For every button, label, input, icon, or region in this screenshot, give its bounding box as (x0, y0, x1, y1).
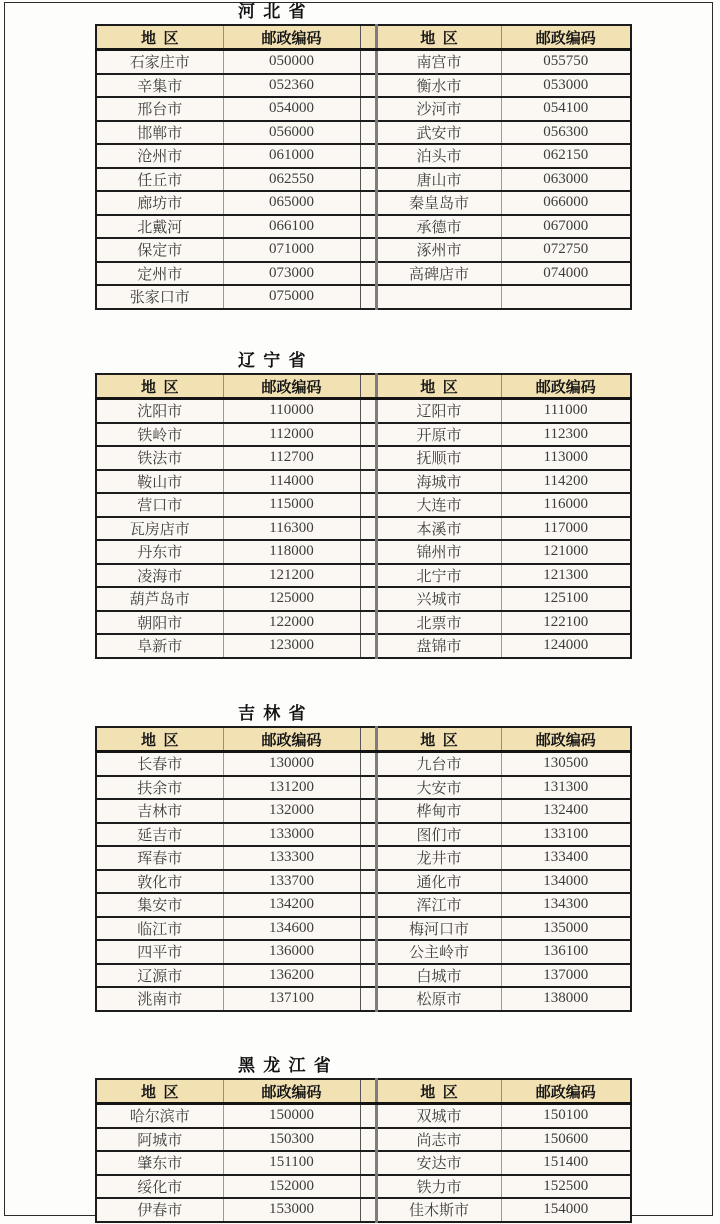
spacer-cell (360, 493, 376, 517)
spacer-cell (360, 893, 376, 917)
spacer-cell (360, 262, 376, 286)
spacer-cell (360, 587, 376, 611)
city-cell: 阜新市 (96, 634, 223, 658)
postal-code-cell: 056300 (501, 121, 631, 145)
postal-code-cell: 062550 (223, 168, 360, 192)
postal-code-table (95, 24, 632, 310)
spacer-cell (360, 517, 376, 541)
postal-code-cell: 131200 (223, 776, 360, 800)
city-cell: 邢台市 (96, 97, 223, 121)
city-cell: 锦州市 (376, 540, 501, 564)
postal-code-cell: 117000 (501, 517, 631, 541)
postal-code-cell: 138000 (501, 987, 631, 1011)
postal-code-cell: 134300 (501, 893, 631, 917)
table-row (96, 587, 631, 611)
city-cell: 廊坊市 (96, 191, 223, 215)
table-row (96, 987, 631, 1011)
table-row (96, 1151, 631, 1175)
city-cell: 铁岭市 (96, 423, 223, 447)
region-header: 地 区 (96, 1079, 223, 1104)
spacer-cell (360, 611, 376, 635)
spacer-cell (360, 470, 376, 494)
city-cell: 北宁市 (376, 564, 501, 588)
spacer-header (360, 25, 376, 50)
city-cell: 任丘市 (96, 168, 223, 192)
city-cell: 沙河市 (376, 97, 501, 121)
city-cell: 四平市 (96, 940, 223, 964)
table-row (96, 144, 631, 168)
table-row (96, 964, 631, 988)
spacer-cell (360, 144, 376, 168)
spacer-cell (360, 1151, 376, 1175)
postal-code-cell: 134600 (223, 917, 360, 941)
postal-code-cell: 150000 (223, 1104, 360, 1128)
table-row (96, 1175, 631, 1199)
postal-code-cell: 151100 (223, 1151, 360, 1175)
city-cell: 大连市 (376, 493, 501, 517)
province-section-jilin (95, 704, 630, 1012)
postal-code-cell (501, 285, 631, 309)
city-cell: 阿城市 (96, 1128, 223, 1152)
city-cell: 公主岭市 (376, 940, 501, 964)
table-row (96, 752, 631, 776)
spacer-cell (360, 846, 376, 870)
spacer-header (360, 374, 376, 399)
postal-code-cell: 133700 (223, 870, 360, 894)
city-cell: 大安市 (376, 776, 501, 800)
postal-code-cell: 153000 (223, 1198, 360, 1222)
header-row (96, 1079, 631, 1104)
city-cell: 瓦房店市 (96, 517, 223, 541)
city-cell: 石家庄市 (96, 50, 223, 74)
postal-code-cell: 132400 (501, 799, 631, 823)
postal-code-cell: 115000 (223, 493, 360, 517)
province-section-hebei (95, 2, 630, 310)
region-header: 地 区 (96, 727, 223, 752)
city-cell: 双城市 (376, 1104, 501, 1128)
spacer-cell (360, 1198, 376, 1222)
province-title: 河 北 省 (238, 2, 308, 21)
city-cell: 丹东市 (96, 540, 223, 564)
table-row (96, 799, 631, 823)
city-cell: 武安市 (376, 121, 501, 145)
city-cell: 海城市 (376, 470, 501, 494)
postal-code-cell: 063000 (501, 168, 631, 192)
table-row (96, 540, 631, 564)
postal-code-table (95, 1078, 632, 1223)
spacer-header (360, 727, 376, 752)
table-row (96, 1128, 631, 1152)
spacer-cell (360, 987, 376, 1011)
city-cell: 沧州市 (96, 144, 223, 168)
header-row (96, 374, 631, 399)
table-row (96, 238, 631, 262)
postal-code-cell: 112300 (501, 423, 631, 447)
city-cell: 辽源市 (96, 964, 223, 988)
spacer-cell (360, 1175, 376, 1199)
postal-code-header: 邮政编码 (223, 25, 360, 50)
region-header: 地 区 (376, 25, 501, 50)
postal-code-cell: 123000 (223, 634, 360, 658)
postal-code-cell: 133100 (501, 823, 631, 847)
spacer-cell (360, 168, 376, 192)
postal-code-cell: 150600 (501, 1128, 631, 1152)
spacer-cell (360, 1104, 376, 1128)
province-title: 辽 宁 省 (238, 351, 308, 370)
postal-code-cell: 125100 (501, 587, 631, 611)
city-cell: 唐山市 (376, 168, 501, 192)
header-row (96, 727, 631, 752)
table-row (96, 74, 631, 98)
postal-code-cell: 122100 (501, 611, 631, 635)
postal-code-cell: 050000 (223, 50, 360, 74)
postal-code-cell: 136200 (223, 964, 360, 988)
postal-code-cell: 054000 (223, 97, 360, 121)
region-header: 地 区 (376, 374, 501, 399)
city-cell: 沈阳市 (96, 399, 223, 423)
city-cell: 北戴河 (96, 215, 223, 239)
postal-code-table (95, 373, 632, 659)
spacer-cell (360, 917, 376, 941)
postal-code-cell: 112700 (223, 446, 360, 470)
postal-code-header: 邮政编码 (501, 1079, 631, 1104)
postal-code-cell: 125000 (223, 587, 360, 611)
city-cell: 葫芦岛市 (96, 587, 223, 611)
province-section-liaoning (95, 351, 630, 659)
postal-code-cell: 056000 (223, 121, 360, 145)
table-row (96, 191, 631, 215)
city-cell: 浑江市 (376, 893, 501, 917)
spacer-header (360, 1079, 376, 1104)
city-cell: 邯郸市 (96, 121, 223, 145)
postal-code-cell: 067000 (501, 215, 631, 239)
postal-code-cell: 137000 (501, 964, 631, 988)
postal-code-header: 邮政编码 (501, 727, 631, 752)
table-row (96, 215, 631, 239)
city-cell: 泊头市 (376, 144, 501, 168)
spacer-cell (360, 446, 376, 470)
city-cell: 兴城市 (376, 587, 501, 611)
spacer-cell (360, 823, 376, 847)
postal-code-cell: 053000 (501, 74, 631, 98)
city-cell: 伊春市 (96, 1198, 223, 1222)
spacer-cell (360, 121, 376, 145)
spacer-cell (360, 423, 376, 447)
spacer-cell (360, 964, 376, 988)
postal-code-cell: 122000 (223, 611, 360, 635)
postal-code-cell: 131300 (501, 776, 631, 800)
postal-code-cell: 136000 (223, 940, 360, 964)
city-cell: 盘锦市 (376, 634, 501, 658)
city-cell: 珲春市 (96, 846, 223, 870)
postal-code-cell: 130000 (223, 752, 360, 776)
postal-code-cell: 133000 (223, 823, 360, 847)
postal-code-cell: 133400 (501, 846, 631, 870)
postal-code-cell: 074000 (501, 262, 631, 286)
table-row (96, 917, 631, 941)
postal-code-table (95, 726, 632, 1012)
postal-code-cell: 134200 (223, 893, 360, 917)
city-cell: 南宫市 (376, 50, 501, 74)
spacer-cell (360, 564, 376, 588)
postal-code-cell: 112000 (223, 423, 360, 447)
postal-code-header: 邮政编码 (223, 374, 360, 399)
table-row (96, 470, 631, 494)
city-cell: 龙井市 (376, 846, 501, 870)
table-row (96, 1198, 631, 1222)
table-row (96, 168, 631, 192)
postal-code-header: 邮政编码 (501, 25, 631, 50)
spacer-cell (360, 238, 376, 262)
table-row (96, 634, 631, 658)
city-cell: 吉林市 (96, 799, 223, 823)
table-row (96, 493, 631, 517)
postal-code-cell: 114000 (223, 470, 360, 494)
city-cell: 扶余市 (96, 776, 223, 800)
region-header: 地 区 (96, 25, 223, 50)
city-cell: 尚志市 (376, 1128, 501, 1152)
postal-code-cell: 130500 (501, 752, 631, 776)
province-section-heilongjiang (95, 1056, 630, 1223)
table-row (96, 1104, 631, 1128)
postal-code-cell: 121000 (501, 540, 631, 564)
region-header: 地 区 (376, 1079, 501, 1104)
table-row (96, 940, 631, 964)
city-cell: 秦皇岛市 (376, 191, 501, 215)
city-cell: 营口市 (96, 493, 223, 517)
spacer-cell (360, 1128, 376, 1152)
city-cell: 佳木斯市 (376, 1198, 501, 1222)
city-cell: 张家口市 (96, 285, 223, 309)
postal-code-cell: 150300 (223, 1128, 360, 1152)
header-row (96, 25, 631, 50)
postal-code-cell: 134000 (501, 870, 631, 894)
spacer-cell (360, 634, 376, 658)
city-cell: 梅河口市 (376, 917, 501, 941)
postal-code-cell: 116000 (501, 493, 631, 517)
postal-code-cell: 061000 (223, 144, 360, 168)
city-cell: 涿州市 (376, 238, 501, 262)
table-row (96, 423, 631, 447)
postal-code-cell: 066000 (501, 191, 631, 215)
city-cell: 安达市 (376, 1151, 501, 1175)
table-row (96, 121, 631, 145)
postal-code-cell: 132000 (223, 799, 360, 823)
spacer-cell (360, 940, 376, 964)
city-cell: 高碑店市 (376, 262, 501, 286)
postal-code-header: 邮政编码 (223, 1079, 360, 1104)
city-cell: 衡水市 (376, 74, 501, 98)
city-cell: 承德市 (376, 215, 501, 239)
postal-code-cell: 152500 (501, 1175, 631, 1199)
postal-code-cell: 073000 (223, 262, 360, 286)
city-cell: 敦化市 (96, 870, 223, 894)
spacer-cell (360, 191, 376, 215)
spacer-cell (360, 752, 376, 776)
city-cell: 长春市 (96, 752, 223, 776)
city-cell (376, 285, 501, 309)
postal-code-cell: 150100 (501, 1104, 631, 1128)
spacer-cell (360, 97, 376, 121)
postal-code-header: 邮政编码 (501, 374, 631, 399)
postal-code-cell: 137100 (223, 987, 360, 1011)
table-row (96, 285, 631, 309)
city-cell: 肇东市 (96, 1151, 223, 1175)
postal-code-cell: 066100 (223, 215, 360, 239)
city-cell: 铁力市 (376, 1175, 501, 1199)
city-cell: 通化市 (376, 870, 501, 894)
city-cell: 桦甸市 (376, 799, 501, 823)
spacer-cell (360, 776, 376, 800)
table-row (96, 517, 631, 541)
spacer-cell (360, 870, 376, 894)
spacer-cell (360, 74, 376, 98)
postal-code-cell: 111000 (501, 399, 631, 423)
postal-code-cell: 116300 (223, 517, 360, 541)
province-title: 吉 林 省 (238, 704, 308, 723)
city-cell: 辽阳市 (376, 399, 501, 423)
city-cell: 白城市 (376, 964, 501, 988)
city-cell: 开原市 (376, 423, 501, 447)
city-cell: 朝阳市 (96, 611, 223, 635)
city-cell: 临江市 (96, 917, 223, 941)
postal-code-cell: 071000 (223, 238, 360, 262)
city-cell: 鞍山市 (96, 470, 223, 494)
province-title: 黑 龙 江 省 (238, 1056, 333, 1075)
postal-code-cell: 055750 (501, 50, 631, 74)
postal-code-cell: 114200 (501, 470, 631, 494)
postal-code-cell: 065000 (223, 191, 360, 215)
city-cell: 洮南市 (96, 987, 223, 1011)
city-cell: 保定市 (96, 238, 223, 262)
postal-code-cell: 124000 (501, 634, 631, 658)
table-row (96, 97, 631, 121)
table-row (96, 846, 631, 870)
table-row (96, 446, 631, 470)
spacer-cell (360, 399, 376, 423)
table-row (96, 399, 631, 423)
table-row (96, 564, 631, 588)
city-cell: 辛集市 (96, 74, 223, 98)
table-row (96, 893, 631, 917)
spacer-cell (360, 215, 376, 239)
table-row (96, 611, 631, 635)
spacer-cell (360, 799, 376, 823)
postal-code-cell: 075000 (223, 285, 360, 309)
city-cell: 集安市 (96, 893, 223, 917)
postal-code-cell: 072750 (501, 238, 631, 262)
postal-code-cell: 151400 (501, 1151, 631, 1175)
postal-code-cell: 121300 (501, 564, 631, 588)
postal-code-cell: 121200 (223, 564, 360, 588)
table-row (96, 823, 631, 847)
city-cell: 绥化市 (96, 1175, 223, 1199)
region-header: 地 区 (376, 727, 501, 752)
table-row (96, 870, 631, 894)
table-row (96, 50, 631, 74)
postal-code-cell: 133300 (223, 846, 360, 870)
table-row (96, 776, 631, 800)
city-cell: 铁法市 (96, 446, 223, 470)
city-cell: 定州市 (96, 262, 223, 286)
postal-code-header: 邮政编码 (223, 727, 360, 752)
city-cell: 抚顺市 (376, 446, 501, 470)
postal-code-cell: 154000 (501, 1198, 631, 1222)
region-header: 地 区 (96, 374, 223, 399)
city-cell: 本溪市 (376, 517, 501, 541)
city-cell: 凌海市 (96, 564, 223, 588)
city-cell: 九台市 (376, 752, 501, 776)
postal-code-cell: 113000 (501, 446, 631, 470)
postal-code-cell: 054100 (501, 97, 631, 121)
spacer-cell (360, 540, 376, 564)
table-row (96, 262, 631, 286)
city-cell: 图们市 (376, 823, 501, 847)
postal-code-cell: 052360 (223, 74, 360, 98)
spacer-cell (360, 285, 376, 309)
postal-code-cell: 118000 (223, 540, 360, 564)
city-cell: 松原市 (376, 987, 501, 1011)
city-cell: 哈尔滨市 (96, 1104, 223, 1128)
city-cell: 北票市 (376, 611, 501, 635)
postal-code-cell: 136100 (501, 940, 631, 964)
postal-code-cell: 110000 (223, 399, 360, 423)
city-cell: 延吉市 (96, 823, 223, 847)
postal-code-cell: 152000 (223, 1175, 360, 1199)
postal-code-cell: 135000 (501, 917, 631, 941)
postal-code-cell: 062150 (501, 144, 631, 168)
spacer-cell (360, 50, 376, 74)
